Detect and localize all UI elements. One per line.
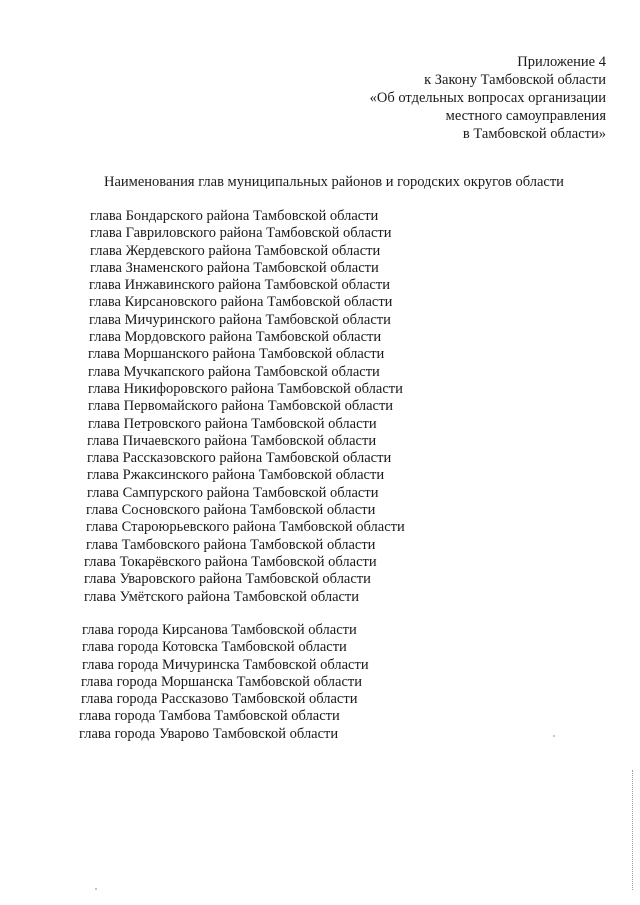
district-heads-list (84, 208, 405, 606)
scan-speck (553, 735, 555, 737)
appendix-law-title-line-2: местного самоуправления (445, 108, 606, 124)
list-item: глава города Котовска Тамбовской области (82, 639, 347, 656)
list-item: глава Уваровского района Тамбовской области (84, 571, 371, 588)
appendix-law-title-line-1: «Об отдельных вопросах организации (369, 90, 606, 106)
document-title: Наименования глав муниципальных районов и городских округов области (104, 174, 564, 190)
list-item: глава Рассказовского района Тамбовской области (87, 450, 392, 467)
list-item: глава города Рассказово Тамбовской области (81, 691, 358, 708)
scan-speck (95, 888, 97, 890)
appendix-number: Приложение 4 (517, 54, 606, 70)
list-item: глава города Кирсанова Тамбовской области (82, 622, 357, 638)
list-item: глава Мордовского района Тамбовской области (89, 329, 382, 346)
city-heads-list (79, 622, 369, 743)
list-item: глава города Мичуринска Тамбовской области (82, 656, 369, 673)
list-item: глава Мучкапского района Тамбовской области (88, 363, 380, 380)
list-item: глава Знаменского района Тамбовской области (90, 259, 379, 276)
list-item: глава города Тамбова Тамбовской области (79, 708, 340, 725)
list-item: глава Бондарского района Тамбовской области (90, 208, 379, 224)
list-item: глава Жердевского района Тамбовской области (90, 242, 381, 259)
list-item: глава Пичаевского района Тамбовской области (87, 432, 377, 449)
list-item: глава города Моршанска Тамбовской области (81, 673, 363, 690)
list-item: глава Токарёвского района Тамбовской области (84, 553, 377, 570)
list-item: глава Петровского района Тамбовской области (88, 415, 377, 432)
list-item: глава Умётского района Тамбовской области (84, 588, 360, 605)
appendix-header (370, 53, 606, 143)
scan-edge-artifact (632, 770, 634, 890)
list-item: глава Ржаксинского района Тамбовской области (87, 467, 385, 484)
list-item: глава города Уварово Тамбовской области (79, 725, 339, 742)
appendix-law-title-line-3: в Тамбовской области» (462, 126, 606, 142)
appendix-law-reference: к Закону Тамбовской области (424, 72, 606, 88)
list-item: глава Мичуринского района Тамбовской области (89, 311, 391, 328)
list-item: глава Кирсановского района Тамбовской области (89, 294, 393, 311)
list-item: глава Староюрьевского района Тамбовской области (86, 519, 405, 536)
list-item: глава Сосновского района Тамбовской области (86, 502, 376, 519)
list-item: глава Тамбовского района Тамбовской области (86, 536, 376, 553)
list-item: глава Первомайского района Тамбовской области (88, 398, 394, 415)
list-item: глава Моршанского района Тамбовской области (88, 346, 385, 363)
list-item: глава Гавриловского района Тамбовской области (90, 225, 392, 242)
list-item: глава Инжавинского района Тамбовской области (89, 277, 390, 294)
list-item: глава Никифоровского района Тамбовской области (88, 380, 403, 397)
list-item: глава Сампурского района Тамбовской области (87, 484, 379, 501)
